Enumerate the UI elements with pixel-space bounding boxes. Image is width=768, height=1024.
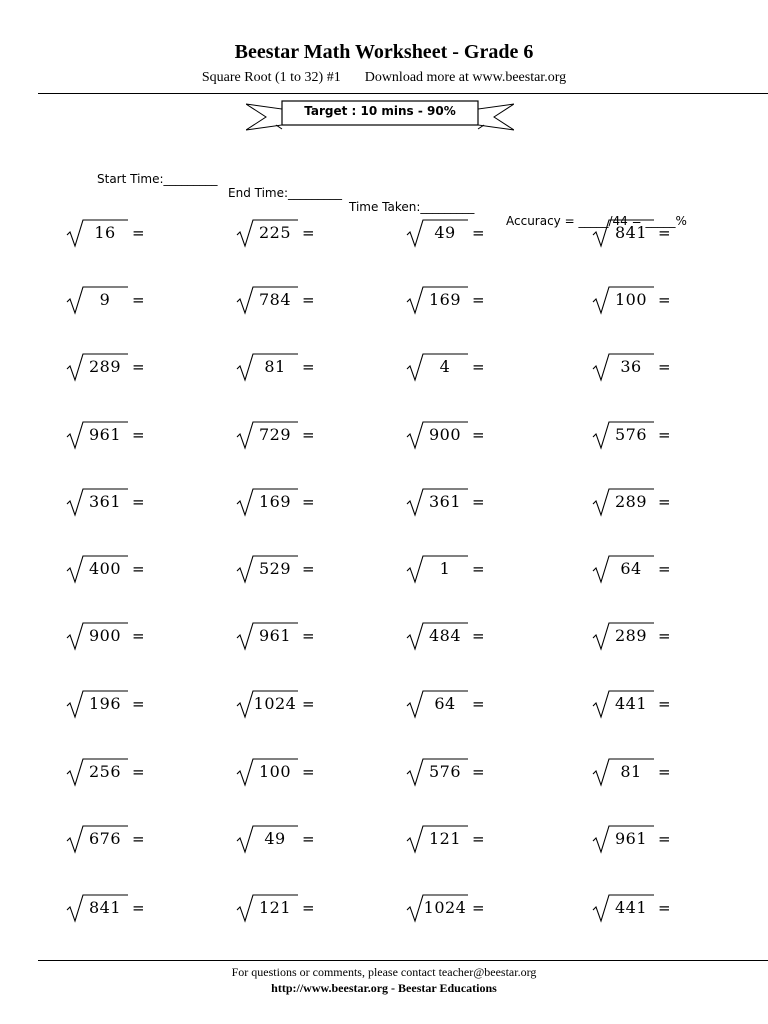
radicand-value: 900 [88,626,122,645]
problem-item [236,216,366,250]
radicand-value: 49 [264,829,286,848]
radicand-value: 9 [99,290,111,309]
problem-item [236,891,366,925]
radicand-value: 484 [428,626,462,645]
radicand-value: 64 [434,694,456,713]
problem-item [66,687,196,721]
radicand-value: 676 [88,829,122,848]
problem-item [592,822,722,856]
header-divider [38,93,768,94]
problem-item [406,283,536,317]
problem-item [66,350,196,384]
problem-item [236,687,366,721]
problem-item [406,216,536,250]
equals-sign: = [658,358,671,376]
radicand-value: 289 [614,626,648,645]
equals-sign: = [658,763,671,781]
equals-sign: = [132,830,145,848]
problem-item [592,350,722,384]
equals-sign: = [472,899,485,917]
problem-item [66,283,196,317]
problem-item [592,216,722,250]
equals-sign: = [472,426,485,444]
radicand-value: 961 [614,829,648,848]
radicand-value: 361 [428,492,462,511]
problem-item [66,619,196,653]
radicand-value: 196 [88,694,122,713]
radicand-value: 729 [258,425,292,444]
problem-item [592,891,722,925]
problem-item [406,619,536,653]
radicand-value: 225 [258,223,292,242]
equals-sign: = [132,763,145,781]
equals-sign: = [658,224,671,242]
equals-sign: = [658,291,671,309]
equals-sign: = [302,899,315,917]
equals-sign: = [658,627,671,645]
equals-sign: = [658,830,671,848]
problem-item [236,350,366,384]
equals-sign: = [302,224,315,242]
equals-sign: = [302,830,315,848]
problem-item [406,485,536,519]
equals-sign: = [472,291,485,309]
equals-sign: = [132,493,145,511]
problem-item [592,283,722,317]
radicand-value: 49 [434,223,456,242]
radicand-value: 121 [258,898,292,917]
radicand-value: 841 [614,223,648,242]
problem-item [406,687,536,721]
equals-sign: = [658,695,671,713]
problem-item [592,687,722,721]
equals-sign: = [302,291,315,309]
problem-item [592,619,722,653]
radicand-value: 16 [94,223,116,242]
radicand-value: 900 [428,425,462,444]
radicand-value: 441 [614,694,648,713]
problem-item [236,552,366,586]
equals-sign: = [302,627,315,645]
subtitle-topic: Square Root (1 to 32) #1 [201,70,341,85]
problem-item [406,350,536,384]
radicand-value: 1024 [253,694,297,713]
radicand-value: 1024 [423,898,467,917]
problem-item [236,619,366,653]
radicand-value: 289 [88,357,122,376]
footer-link: http://www.beestar.org - Beestar Educations [271,981,497,995]
problem-item [66,822,196,856]
equals-sign: = [132,560,145,578]
equals-sign: = [472,830,485,848]
problem-item [406,822,536,856]
problem-item [66,755,196,789]
problem-item [592,755,722,789]
problem-item [66,418,196,452]
radicand-value: 81 [264,357,286,376]
radicand-value: 400 [88,559,122,578]
equals-sign: = [472,695,485,713]
worksheet-subtitle [0,70,768,86]
equals-sign: = [472,763,485,781]
start-time-field: Start Time:_________ [97,172,218,186]
equals-sign: = [472,493,485,511]
radicand-value: 1 [439,559,451,578]
radicand-value: 36 [620,357,642,376]
radicand-value: 4 [439,357,451,376]
radicand-value: 256 [88,762,122,781]
problem-item [406,418,536,452]
radicand-value: 576 [614,425,648,444]
problem-item [592,552,722,586]
footer-contact: For questions or comments, please contact teacher@beestar.org [231,965,537,979]
problem-item [592,485,722,519]
problem-item [66,216,196,250]
equals-sign: = [302,358,315,376]
radicand-value: 121 [428,829,462,848]
problem-item [406,552,536,586]
subtitle-download: Download more at www.beestar.org [364,70,567,85]
equals-sign: = [658,560,671,578]
equals-sign: = [302,493,315,511]
radicand-value: 81 [620,762,642,781]
equals-sign: = [302,426,315,444]
equals-sign: = [472,224,485,242]
equals-sign: = [132,224,145,242]
radicand-value: 961 [88,425,122,444]
equals-sign: = [472,560,485,578]
problem-item [406,755,536,789]
equals-sign: = [472,358,485,376]
radicand-value: 289 [614,492,648,511]
radicand-value: 100 [614,290,648,309]
worksheet-title: Beestar Math Worksheet - Grade 6 [234,41,534,63]
equals-sign: = [132,426,145,444]
time-taken-field: Time Taken:_________ [349,200,475,214]
radicand-value: 529 [258,559,292,578]
problem-item [66,485,196,519]
radicand-value: 841 [88,898,122,917]
equals-sign: = [658,426,671,444]
problem-item [236,485,366,519]
end-time-field: End Time:_________ [228,186,343,200]
accuracy-field: Accuracy = _____/44 = _____% [506,214,687,228]
equals-sign: = [472,627,485,645]
target-label: Target : 10 mins - 90% [304,104,456,118]
radicand-value: 169 [258,492,292,511]
equals-sign: = [658,899,671,917]
equals-sign: = [658,493,671,511]
equals-sign: = [302,695,315,713]
equals-sign: = [302,763,315,781]
radicand-value: 961 [258,626,292,645]
radicand-value: 169 [428,290,462,309]
problem-item [66,891,196,925]
problem-item [236,283,366,317]
equals-sign: = [132,695,145,713]
radicand-value: 441 [614,898,648,917]
radicand-value: 784 [258,290,292,309]
problem-item [592,418,722,452]
problem-item [236,418,366,452]
equals-sign: = [132,899,145,917]
radicand-value: 100 [258,762,292,781]
radicand-value: 64 [620,559,642,578]
radicand-value: 576 [428,762,462,781]
equals-sign: = [302,560,315,578]
equals-sign: = [132,358,145,376]
equals-sign: = [132,627,145,645]
problem-item [236,822,366,856]
problem-item [236,755,366,789]
problem-item [66,552,196,586]
problem-item [406,891,536,925]
radicand-value: 361 [88,492,122,511]
equals-sign: = [132,291,145,309]
footer-divider [38,960,768,961]
